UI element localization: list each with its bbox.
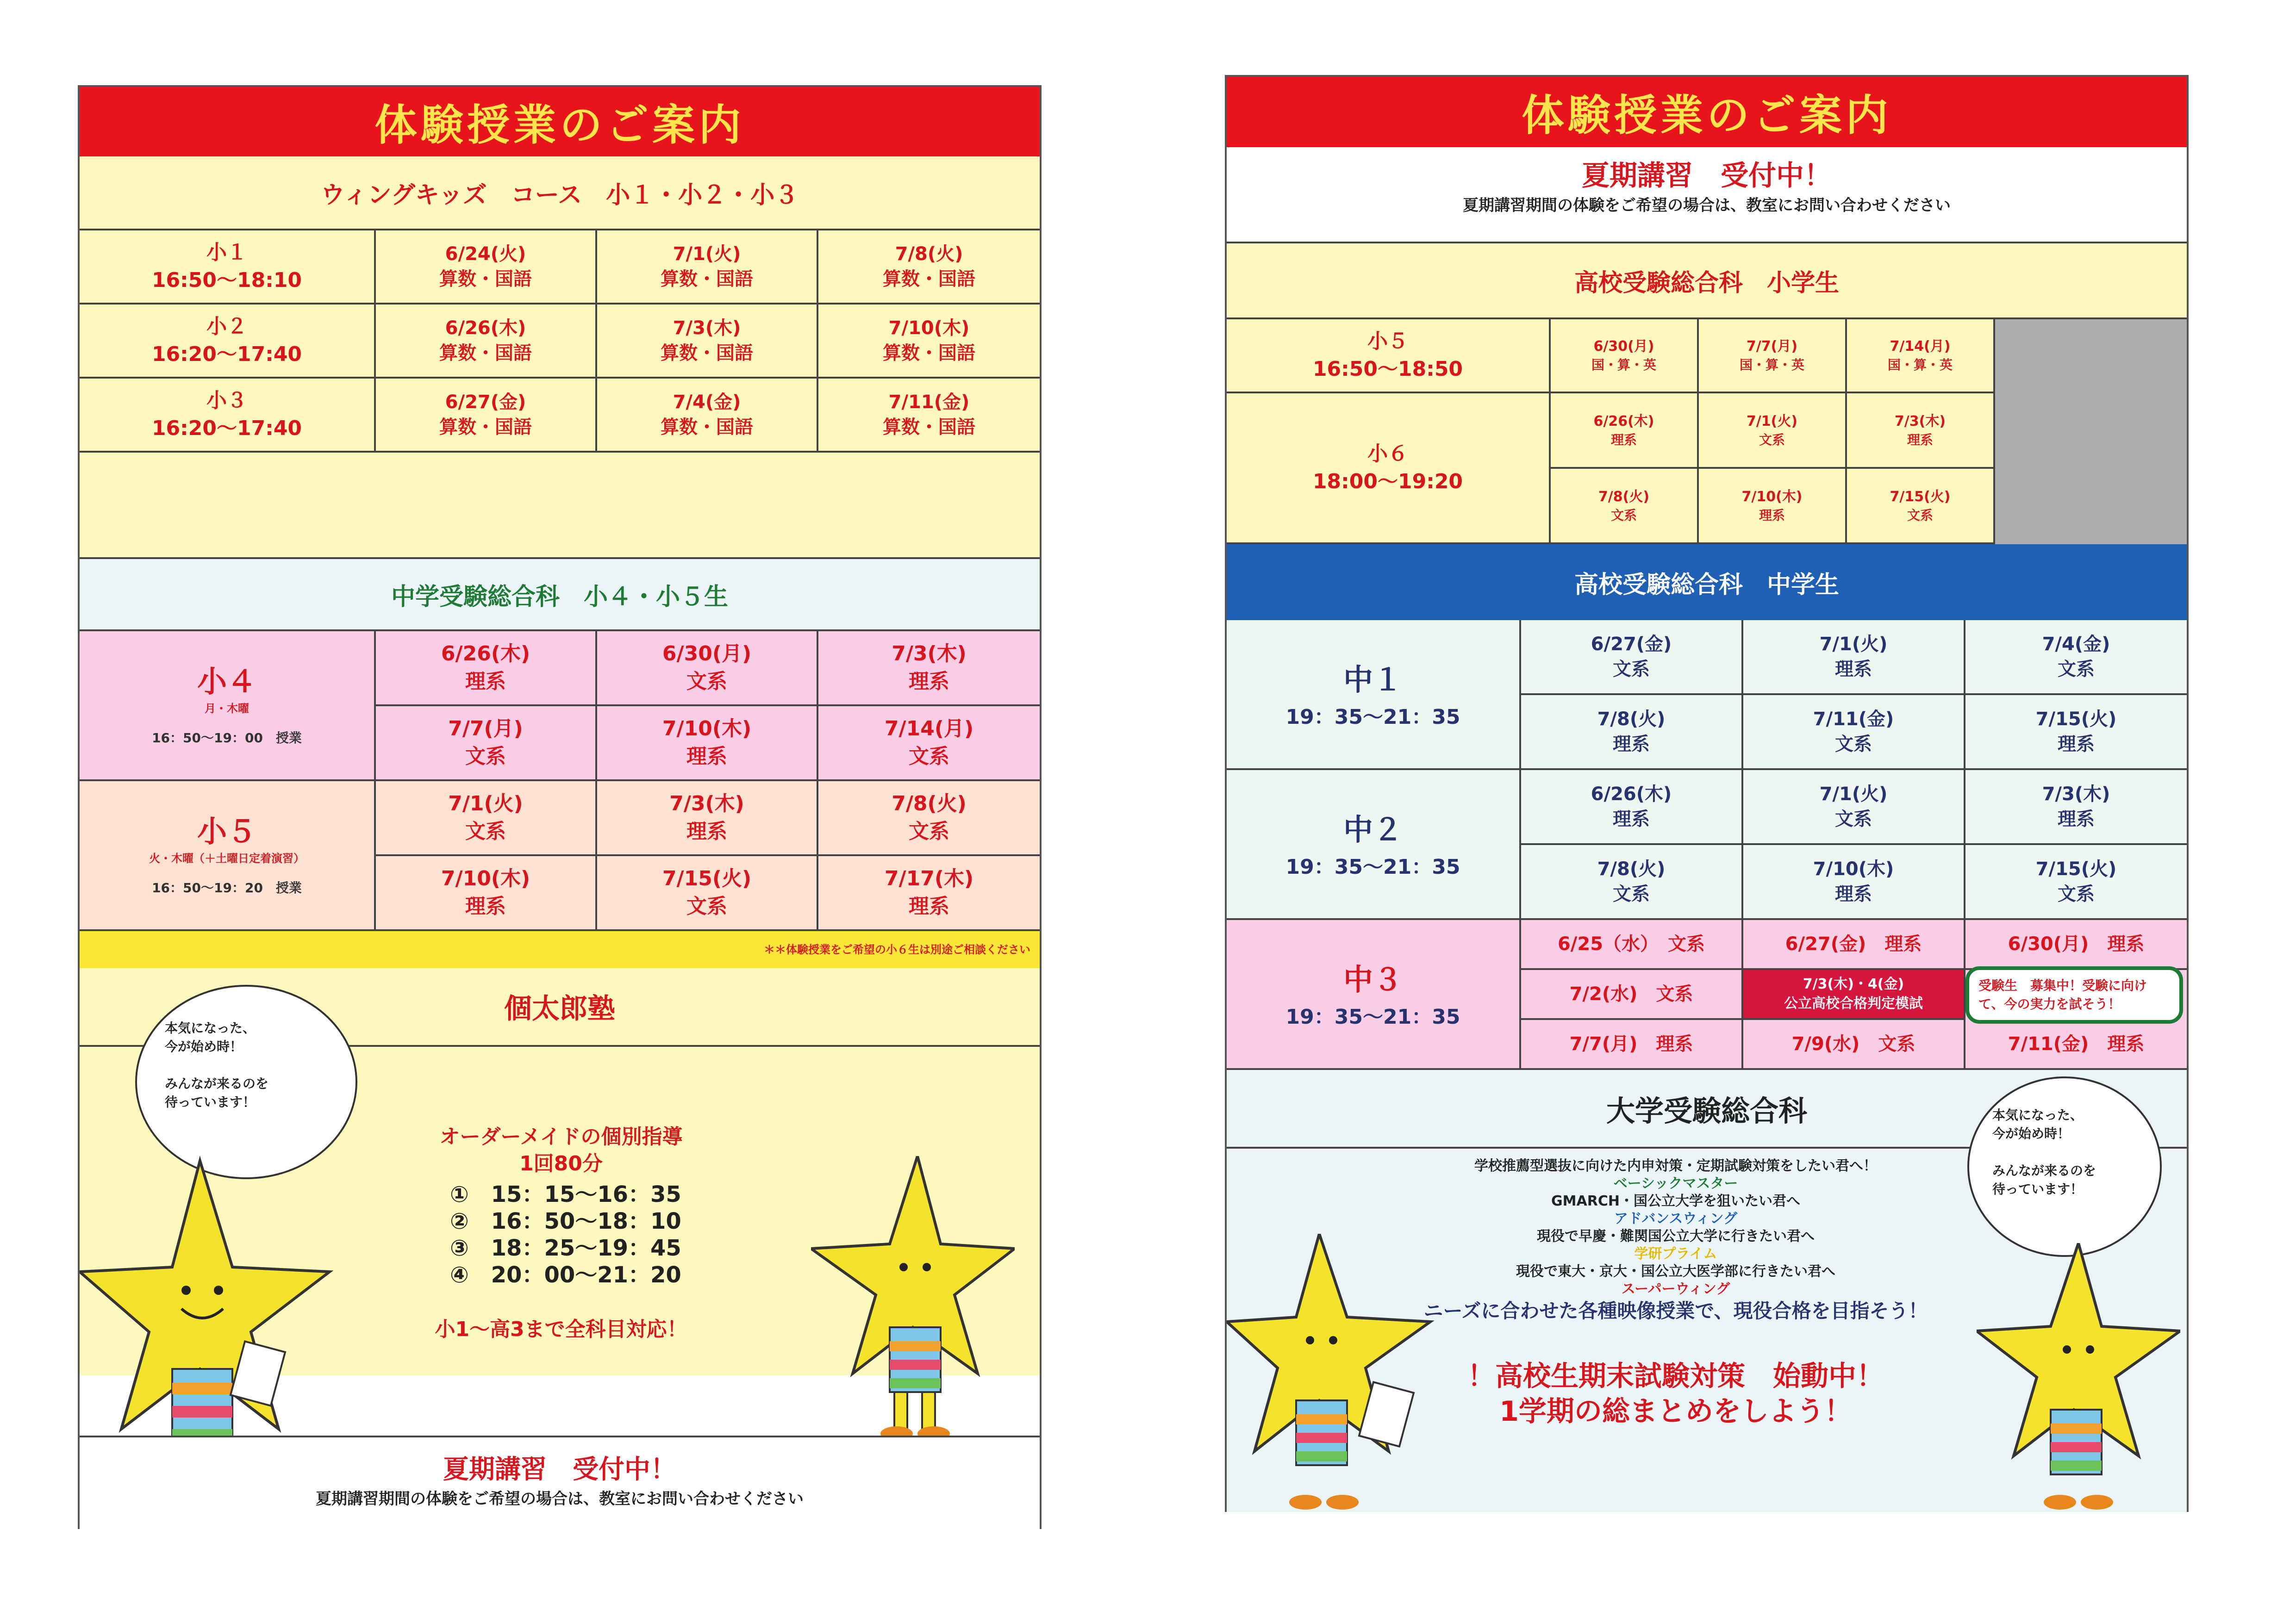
speech-bubble-left: 本気になった、 今が始め時！ みんなが来るのを 待っています！ (135, 985, 357, 1179)
wing-slot: 7/10(木) 算数・国語 (818, 305, 1040, 379)
right-summer (1227, 147, 2187, 243)
left-summer-title: 夏期講習 受付中！ (443, 1455, 676, 1485)
c3-slot: 6/30(月) 理系 (1965, 920, 2187, 970)
g5-slot: 7/1(火) 文系 (376, 781, 597, 856)
kosho-slot: 7/3(木) 理系 (1847, 393, 1995, 469)
g4-slot: 7/14(月) 文系 (818, 706, 1040, 781)
c3-slot: 7/9(水) 文系 (1743, 1020, 1965, 1070)
kota-times: ① 15：15〜16：35 ② 16：50〜18：10 ③ 18：25〜19：45 ④ 20：00〜21：20 (450, 1181, 681, 1288)
c3-slot: 7/2(水) 文系 (1521, 970, 1743, 1020)
c3-slot: 7/7(月) 理系 (1521, 1020, 1743, 1070)
kota-info (404, 1124, 718, 1343)
kosho-slot: 7/8(火) 文系 (1551, 469, 1699, 544)
left-summer (80, 1436, 1040, 1529)
star-mascot-icon (811, 1156, 1015, 1443)
c2-label: 中２ 19：35〜21：35 (1227, 770, 1521, 920)
wing-slot: 7/8(火) 算数・国語 (818, 230, 1040, 305)
kosho-slot: 6/30(月) 国・算・英 (1551, 319, 1699, 393)
g4-slot: 7/3(木) 理系 (818, 631, 1040, 706)
g4-slot: 6/26(木) 理系 (376, 631, 597, 706)
g6-note: ＊＊体験授業をご希望の小６生は別途ご相談ください (80, 931, 1040, 968)
c1-slot: 7/1(火) 理系 (1743, 620, 1965, 695)
left-flyer (78, 85, 1042, 1529)
wing-slot: 7/11(金) 算数・国語 (818, 379, 1040, 453)
g5-slot: 7/8(火) 文系 (818, 781, 1040, 856)
c3-slot: 6/27(金) 理系 (1743, 920, 1965, 970)
right-flyer (1225, 75, 2189, 1512)
star-mascot-icon (1977, 1243, 2180, 1511)
kosho-g5-label: 小５ 16:50〜18:50 (1227, 319, 1551, 393)
c3-slot: 7/11(金) 理系 (1965, 1020, 2187, 1070)
c1-slot: 7/4(金) 文系 (1965, 620, 2187, 695)
kosho-slot: 6/26(木) 理系 (1551, 393, 1699, 469)
c2-slot: 7/10(木) 理系 (1743, 845, 1965, 920)
kosho-slot: 7/14(月) 国・算・英 (1847, 319, 1995, 393)
exam-callout: 受験生 募集中！受験に向け て、今の実力を試そう！ (1965, 966, 2183, 1024)
speech-bubble-right: 本気になった、 今が始め時！ みんなが来るのを 待っています！ (1967, 1076, 2162, 1257)
c3-label: 中３ 19：35〜21：35 (1227, 920, 1521, 1070)
wing-slot: 6/24(火) 算数・国語 (376, 230, 597, 305)
g4-label: 小４ 月・木曜 16：50〜19：00 授業 (80, 631, 376, 781)
kosho-header: 高校受験総合科 小学生 (1227, 243, 2187, 319)
kosho-blank (1995, 319, 2187, 544)
kota-header: 個太郎塾 (80, 968, 1040, 1047)
kosho-slot: 7/10(木) 理系 (1699, 469, 1847, 544)
wing-slot: 7/4(金) 算数・国語 (597, 379, 818, 453)
c1-slot: 7/8(火) 理系 (1521, 695, 1743, 770)
g4-slot: 7/10(木) 理系 (597, 706, 818, 781)
right-title: 体験授業のご案内 (1227, 77, 2187, 147)
kota-footer: 小1〜高3まで全科目対応！ (435, 1318, 687, 1341)
daigaku-header: 大学受験総合科 (1227, 1070, 2187, 1149)
g5-slot: 7/3(木) 理系 (597, 781, 818, 856)
g4-slot: 7/7(月) 文系 (376, 706, 597, 781)
g5-slot: 7/15(火) 文系 (597, 856, 818, 931)
chu-header: 中学受験総合科 小４・小５生 (80, 557, 1040, 631)
c1-label: 中１ 19：35〜21：35 (1227, 620, 1521, 770)
c1-slot: 7/15(火) 理系 (1965, 695, 2187, 770)
kota-line2: 1回80分 (519, 1152, 603, 1175)
g4-slot: 6/30(月) 文系 (597, 631, 818, 706)
wing-table (80, 230, 1040, 453)
wing-slot: 6/26(木) 算数・国語 (376, 305, 597, 379)
star-mascot-icon (1227, 1234, 1467, 1511)
c2-slot: 7/3(木) 理系 (1965, 770, 2187, 845)
right-summer-title: 夏期講習 受付中！ (1582, 160, 1832, 192)
c2-slot: 7/15(火) 文系 (1965, 845, 2187, 920)
left-summer-sub: 夏期講習期間の体験をご希望の場合は、教室にお問い合わせください (316, 1490, 804, 1508)
g5-slot: 7/10(木) 理系 (376, 856, 597, 931)
kosho-slot: 7/15(火) 文系 (1847, 469, 1995, 544)
kosho-g6-label: 小６ 18:00〜19:20 (1227, 393, 1551, 544)
wing-slot: 7/3(木) 算数・国語 (597, 305, 818, 379)
kota-line1: オーダーメイドの個別指導 (439, 1125, 683, 1149)
c2-slot: 7/1(火) 文系 (1743, 770, 1965, 845)
wing-grade-3: 小３ 16:20〜17:40 (80, 379, 376, 453)
wing-grade-2: 小２ 16:20〜17:40 (80, 305, 376, 379)
g5-slot: 7/17(木) 理系 (818, 856, 1040, 931)
wing-slot: 6/27(金) 算数・国語 (376, 379, 597, 453)
c3-slot: 6/25（水） 文系 (1521, 920, 1743, 970)
kosho-slot: 7/1(火) 文系 (1699, 393, 1847, 469)
wing-header: ウィングキッズ コース 小１・小２・小３ (80, 156, 1040, 230)
c1-slot: 7/11(金) 文系 (1743, 695, 1965, 770)
c2-slot: 6/26(木) 理系 (1521, 770, 1743, 845)
wing-grade-1: 小１ 16:50〜18:10 (80, 230, 376, 305)
daigaku-courses: 学校推薦型選抜に向けた内申対策・定期試験対策をしたい君へ！ ベーシックマスター GMARCH・国公立大学を狙いたい君へ アドバンスウィング 現役で早慶・難関国公立大学に行きたい君へ 学研プライム 現役で東大・京大・国公立大医学部に行きたい君へ スーパーウィング ニーズに合わせた各種映像授業で、現役合格を目指そう！ (1423, 1158, 1928, 1322)
left-title: 体験授業のご案内 (80, 87, 1040, 156)
kosho-slot: 7/7(月) 国・算・英 (1699, 319, 1847, 393)
g5-label: 小５ 火・木曜（＋土曜日定着演習） 16：50〜19：20 授業 (80, 781, 376, 931)
wing-slot: 7/1(火) 算数・国語 (597, 230, 818, 305)
daigaku-slogan: ！高校生期末試験対策 始動中！ 1学期の総まとめをしよう！ (1467, 1360, 1884, 1428)
mock-exam-cell: 7/3(木)・4(金) 公立高校合格判定模試 (1743, 970, 1965, 1020)
c2-slot: 7/8(火) 文系 (1521, 845, 1743, 920)
right-summer-sub: 夏期講習期間の体験をご希望の場合は、教室にお問い合わせください (1463, 196, 1951, 215)
c1-slot: 6/27(金) 文系 (1521, 620, 1743, 695)
kochu-header: 高校受験総合科 中学生 (1227, 544, 2187, 620)
